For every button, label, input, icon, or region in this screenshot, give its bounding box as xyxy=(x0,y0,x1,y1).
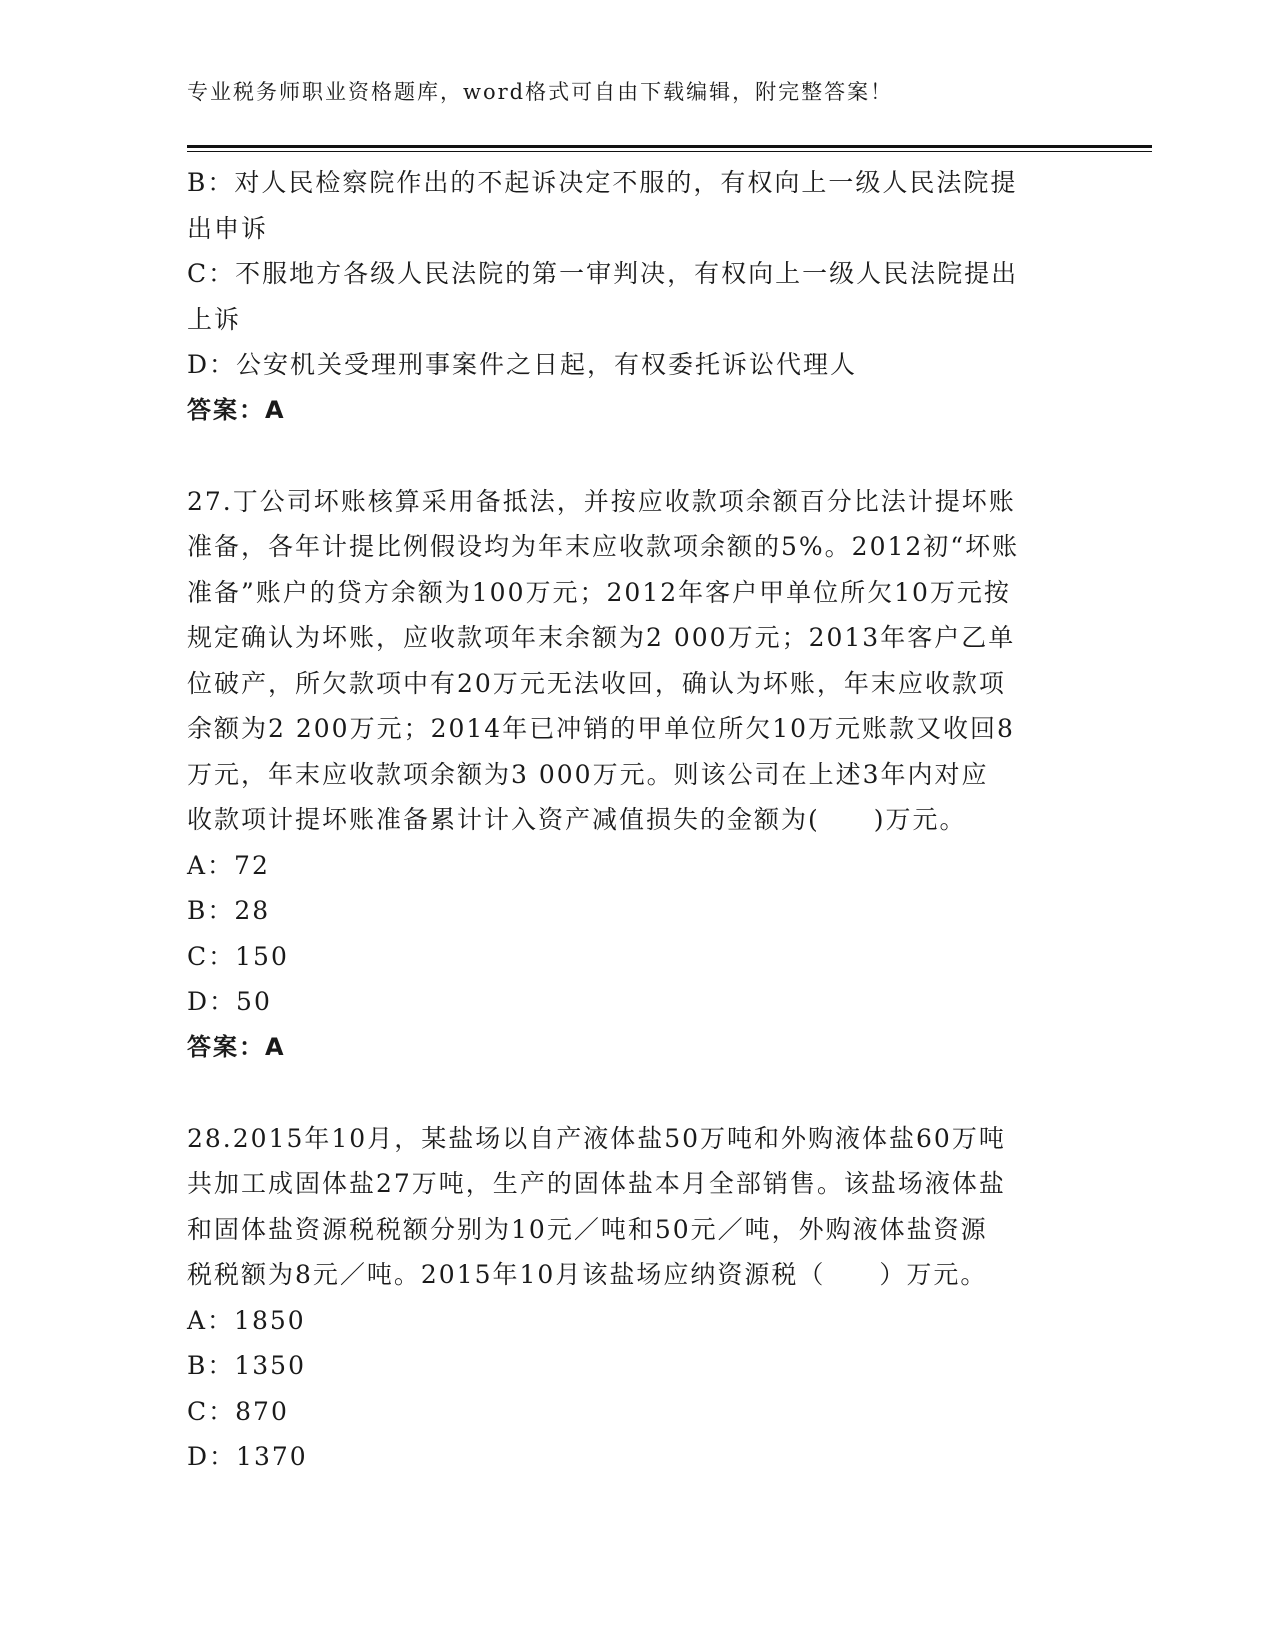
option-c: C：150 xyxy=(187,941,289,971)
option-b: B：28 xyxy=(187,896,271,925)
question-text-line: 税税额为8元／吨。2015年10月该盐场应纳资源税（ ）万元。 xyxy=(187,1260,988,1289)
question-text-line: 余额为2 200万元；2014年已冲销的甲单位所欠10万元账款又收回8 xyxy=(187,714,1015,743)
option-c-continued: 上诉 xyxy=(187,304,242,334)
option-b: B：对人民检察院作出的不起诉决定不服的，有权向上一级人民法院提 xyxy=(187,168,1018,197)
option-c: C：不服地方各级人民法院的第一审判决，有权向上一级人民法院提出 xyxy=(187,259,1019,288)
answer-label: 答案：A xyxy=(187,1032,286,1061)
header-rule-thin xyxy=(187,151,1152,152)
question-text-line: 共加工成固体盐27万吨，生产的固体盐本月全部销售。该盐场液体盐 xyxy=(187,1169,1006,1198)
question-text-line: 位破产，所欠款项中有20万元无法收回，确认为坏账，年末应收款项 xyxy=(187,668,1006,698)
question-text-line: 万元，年末应收款项余额为3 000万元。则该公司在上述3年内对应 xyxy=(187,759,989,789)
spacer xyxy=(187,433,1087,479)
option-b: B：1350 xyxy=(187,1351,306,1380)
option-a: A：1850 xyxy=(187,1305,306,1335)
question-text-line: 和固体盐资源税税额分别为10元／吨和50元／吨，外购液体盐资源 xyxy=(187,1214,988,1244)
option-b-continued: 出申诉 xyxy=(187,213,269,243)
header-rule-thick xyxy=(187,145,1152,148)
question-27 xyxy=(187,479,1087,1071)
header-text: 专业税务师职业资格题库，word格式可自由下载编辑，附完整答案！ xyxy=(187,80,894,104)
question-text-line: 规定确认为坏账，应收款项年末余额为2 000万元；2013年客户乙单 xyxy=(187,623,1016,652)
question-text-line: 准备”账户的贷方余额为100万元；2012年客户甲单位所欠10万元按 xyxy=(187,577,1011,607)
answer-label: 答案：A xyxy=(187,395,286,424)
question-text-line: 收款项计提坏账准备累计计入资产减值损失的金额为( )万元。 xyxy=(187,805,967,834)
question-26-tail xyxy=(187,160,1087,433)
option-a: A：72 xyxy=(187,850,270,880)
spacer xyxy=(187,1070,1087,1116)
option-d: D：50 xyxy=(187,987,272,1016)
document-body xyxy=(187,160,1087,1480)
question-text-line: 27.丁公司坏账核算采用备抵法，并按应收款项余额百分比法计提坏账 xyxy=(187,486,1016,516)
question-text-line: 28.2015年10月，某盐场以自产液体盐50万吨和外购液体盐60万吨 xyxy=(187,1123,1006,1153)
option-c: C：870 xyxy=(187,1396,289,1426)
option-d: D：1370 xyxy=(187,1442,308,1471)
question-text-line: 准备，各年计提比例假设均为年末应收款项余额的5%。2012初“坏账 xyxy=(187,532,1020,561)
option-d: D：公安机关受理刑事案件之日起，有权委托诉讼代理人 xyxy=(187,350,858,379)
question-28 xyxy=(187,1116,1087,1480)
